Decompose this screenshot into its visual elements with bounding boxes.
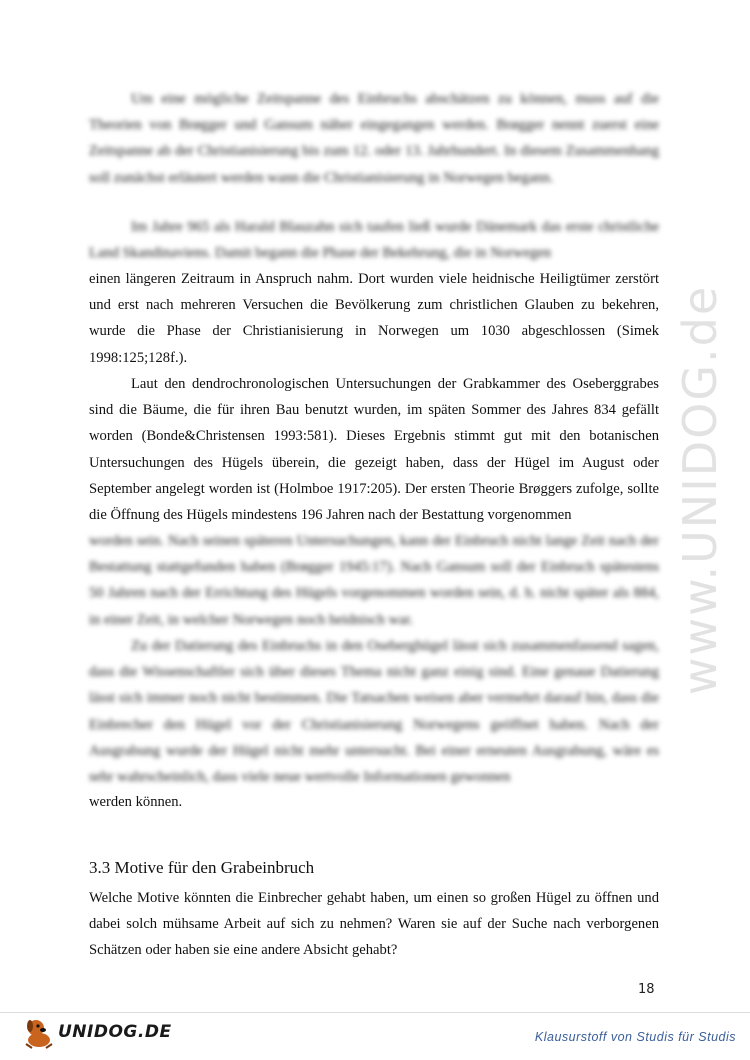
paragraph-text: Zu der Datierung des Einbruchs in den Oseberghügel lässt sich zusammenfassend sagen, dass die Wissenschaftler sich über dieses Thema nicht ganz einig sind. Eine genaue Datierung lässt sich immer noch nicht bestimmen. Die Tatsachen weisen aber vermehrt darauf hin, dass die Einbrecher den Hügel vor der Christianisierung Norwegens geöffnet haben. Nach der Ausgrabung wurde der Hügel nicht mehr untersucht. Bei einer erneuten Ausgrabung, wäre es sehr wahrscheinlich, dass viele neue wertvolle Informationen gewonnen: [89, 638, 659, 786]
watermark-text: www.UNIDOG.de: [673, 284, 727, 696]
paragraph-text: Im Jahre 965 als Harald Blauzahn sich taufen ließ wurde Dänemark das erste christliche Land Skandinaviens. Damit begann die Phase der Bekehrung, die in Norwegen: [89, 219, 659, 262]
paragraph-blurred-gansum: [89, 528, 659, 633]
paragraph-summary-end: [89, 789, 659, 815]
logo-text: UNIDOG.DE: [58, 1022, 172, 1042]
paragraph-dendrochronology: [89, 371, 659, 528]
watermark: [660, 220, 740, 760]
page-number: 18: [638, 982, 655, 997]
paragraph-text: einen längeren Zeitraum in Anspruch nahm. Dort wurden viele heidnische Heiligtümer zerstört und erst nach mehreren Versuchen die Bevölkerung zum christlichen Glauben zu bekehren, wurde die Phase der Christianisierung in Norwegen um 1030 abgeschlossen (Simek 1998:125;128f.).: [89, 271, 659, 366]
footer-tagline: Klausurstoff von Studis für Studis: [534, 1030, 736, 1044]
paragraph-text: Um eine mögliche Zeitspanne des Einbruchs abschätzen zu können, muss auf die Theorien von Brøgger und Gansum näher eingegangen werden. Brøgger nennt zuerst eine Zeitspanne ab der Christianisierung bis zum 12. oder 13. Jahrhundert. In diesem Zusammenhang soll zunächst erläutert werden wann die Christianisierung in Norwegen begann.: [89, 91, 659, 186]
paragraph-text: worden sein. Nach seinen späteren Untersuchungen, kann der Einbruch nicht lange Zeit nach der Bestattung stattgefunden haben (Brøgger 1945:17). Nach Gansum soll der Einbruch spätestens 50 Jahren nach der Errichtung des Hügels vorgenommen worden sein, d. h. nicht später als 884, in einer Zeit, in welcher Norwegen noch heidnisch war.: [89, 533, 659, 628]
paragraph-christianization: [89, 266, 659, 371]
paragraph-text: werden können.: [89, 794, 183, 810]
paragraph-blurred-intro: [89, 86, 659, 191]
section-heading: 3.3 Motive für den Grabeinbruch: [89, 858, 315, 877]
paragraph-blurred-summary: [89, 633, 659, 790]
dog-icon: [22, 1014, 56, 1050]
paragraph-blurred-christianization: [89, 214, 659, 266]
paragraph-text: Welche Motive könnten die Einbrecher gehabt haben, um einen so großen Hügel zu öffnen und dabei solch mühsame Arbeit auf sich zu nehmen? Waren sie auf der Suche nach verborgenen Schätzen oder haben sie eine andere Absicht gehabt?: [89, 890, 659, 959]
paragraph-text: Laut den dendrochronologischen Untersuchungen der Grabkammer des Oseberggrabes sind die Bäume, die für ihren Bau benutzt wurden, im späten Sommer des Jahres 834 gefällt worden (Bonde&Christensen 1993:581). Dieses Ergebnis stimmt gut mit den botanischen Untersuchungen des Hügels überein, die gezeigt haben, dass der Hügel im August oder September angelegt worden ist (Holmboe 1917:205). Der ersten Theorie Brøggers zufolge, sollte die Öffnung des Hügels mindestens 196 Jahren nach der Bestattung vorgenommen: [89, 376, 659, 524]
footer-divider: [0, 1012, 750, 1013]
paragraph-motives: [89, 885, 659, 964]
unidog-logo[interactable]: [22, 1014, 172, 1050]
